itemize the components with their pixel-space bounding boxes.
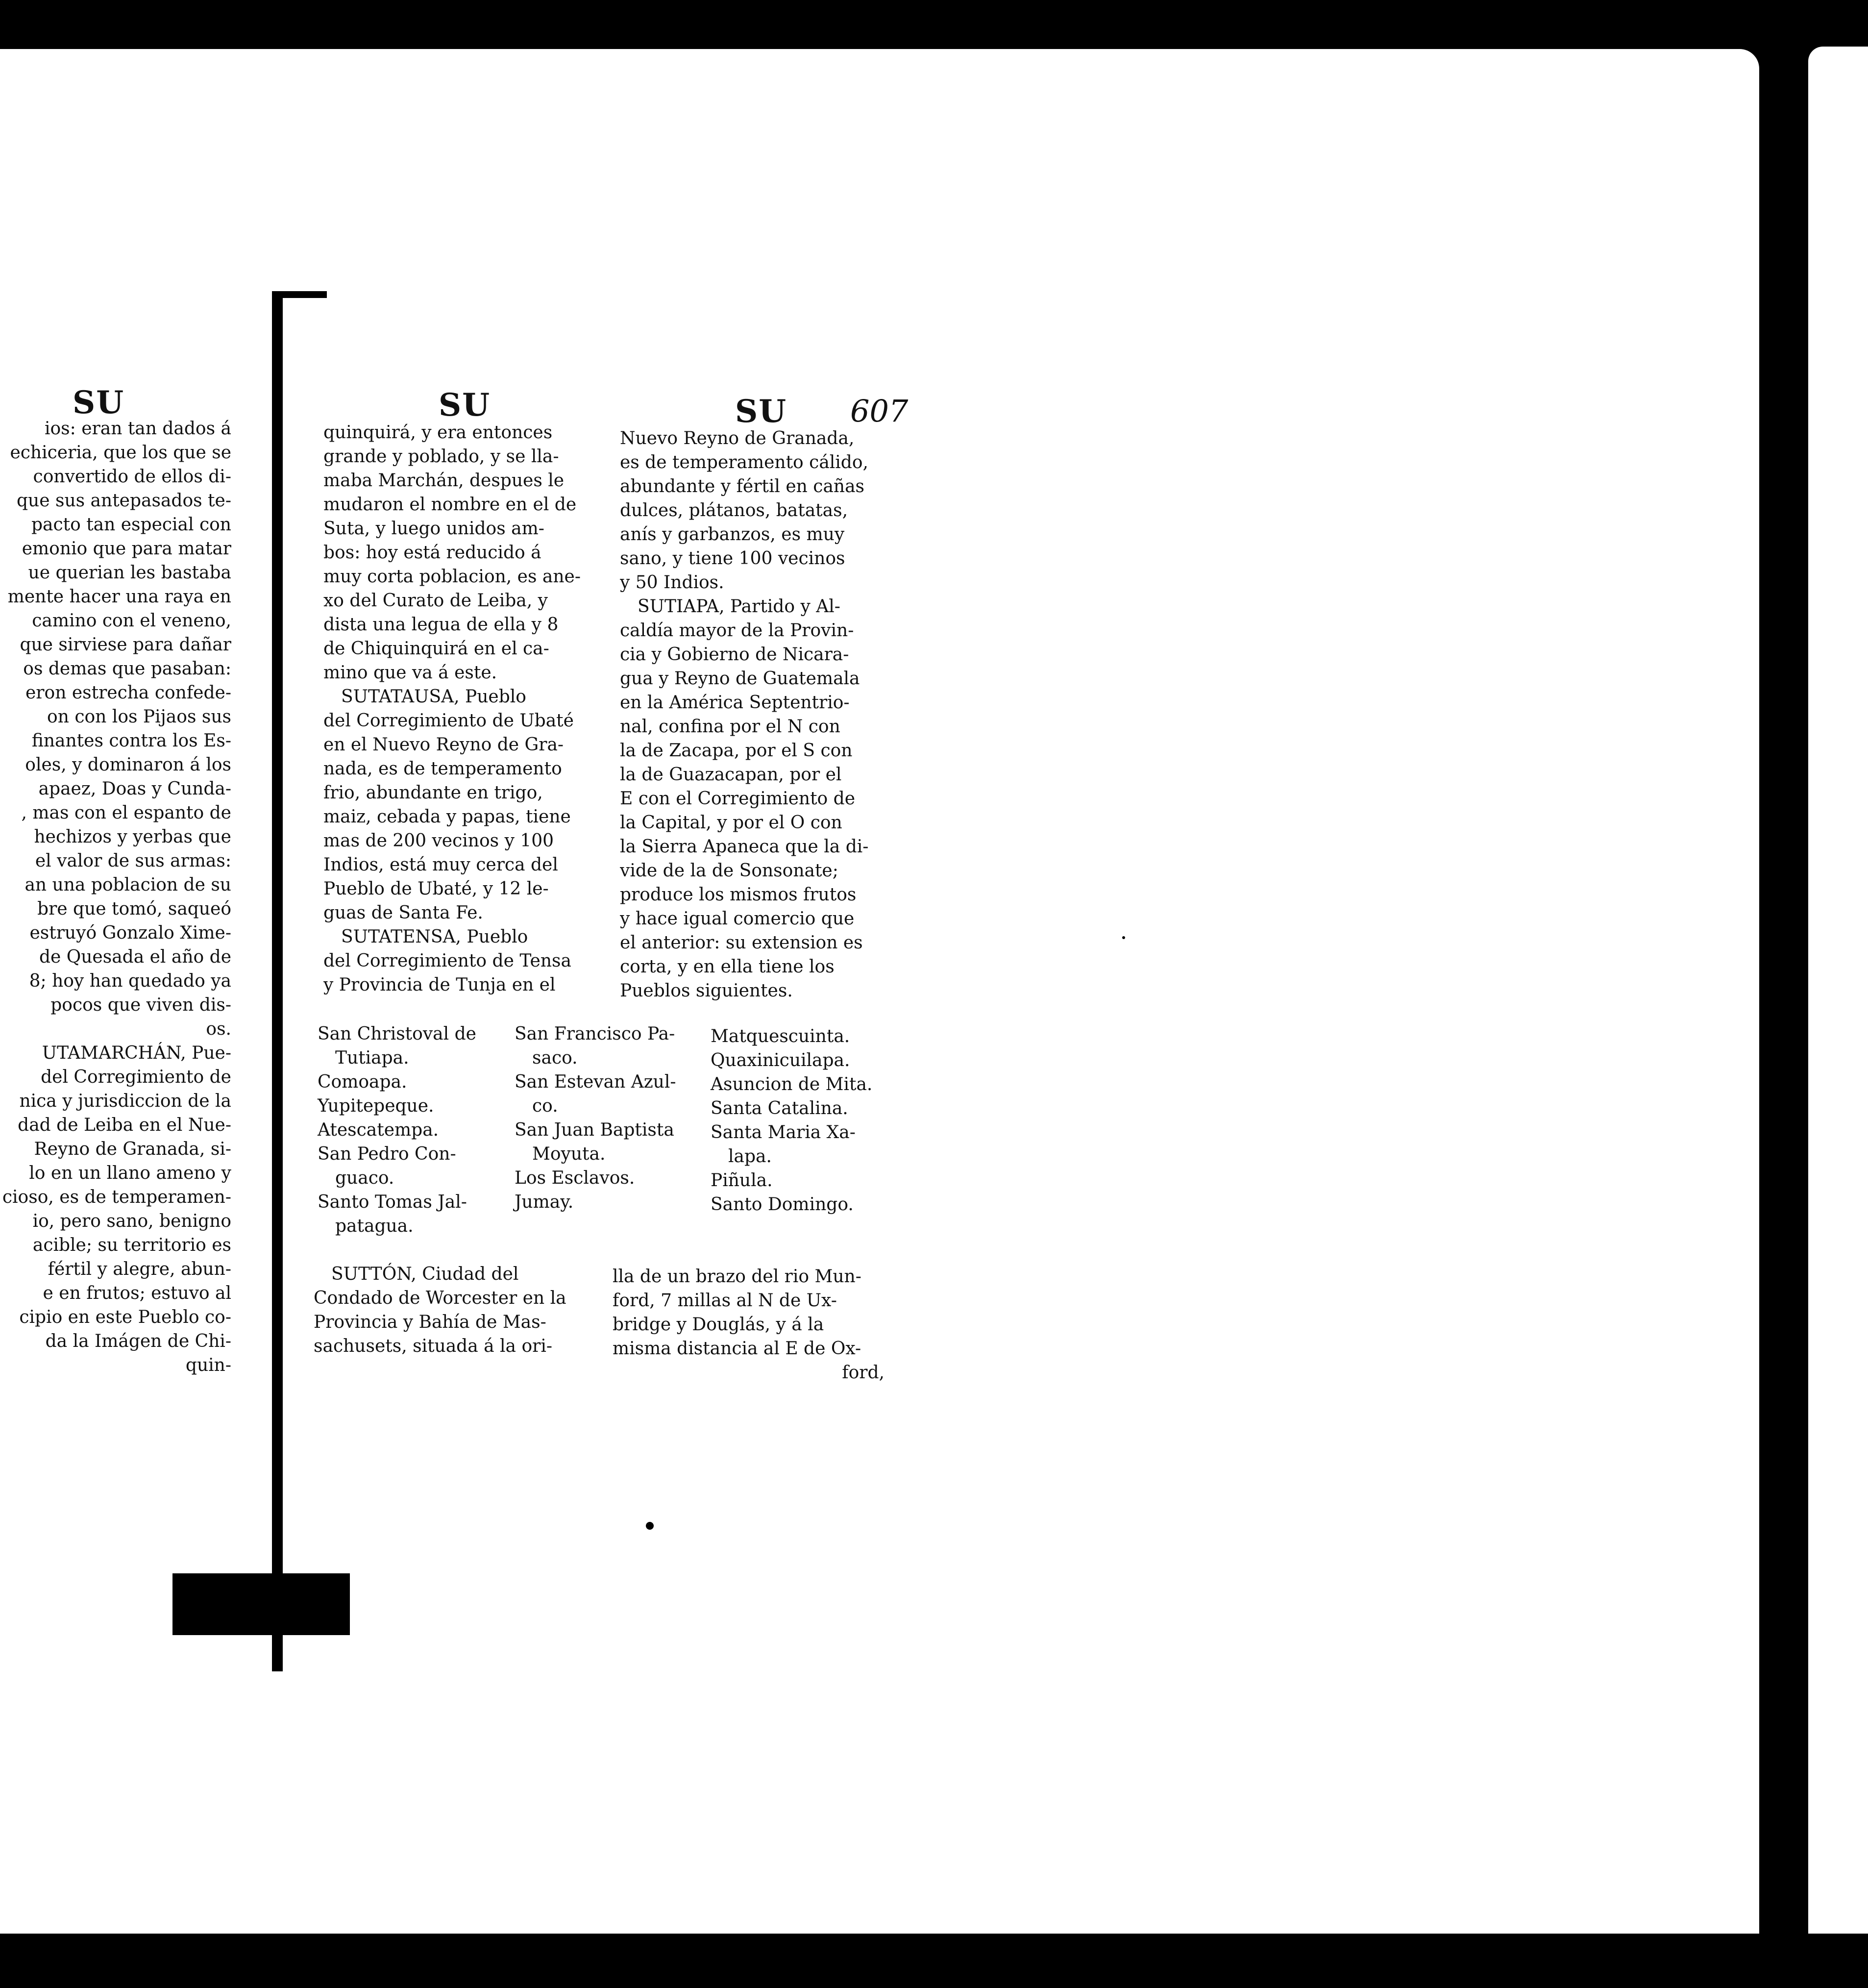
text-line: xo del Curato de Leiba, y bbox=[323, 591, 548, 611]
ink-speck bbox=[1122, 936, 1125, 939]
text-line: sachusets, situada á la ori- bbox=[314, 1336, 553, 1356]
town-name: Jumay. bbox=[515, 1192, 574, 1212]
text-line: ford, bbox=[842, 1363, 885, 1383]
town-list-column-1 bbox=[318, 1022, 476, 1238]
text-line: apaez, Doas y Cunda- bbox=[38, 779, 231, 799]
town-name: Atescatempa. bbox=[318, 1120, 439, 1140]
scan-mask-block bbox=[172, 1573, 350, 1635]
text-line: mas de 200 vecinos y 100 bbox=[323, 831, 554, 851]
text-line: an una poblacion de su bbox=[25, 875, 231, 895]
text-line: dulces, plátanos, batatas, bbox=[620, 500, 848, 521]
town-name: Moyuta. bbox=[532, 1144, 606, 1164]
town-name: San Christoval de bbox=[318, 1024, 476, 1044]
text-line: el valor de sus armas: bbox=[35, 851, 231, 871]
text-line: bre que tomó, saqueó bbox=[37, 899, 231, 919]
next-page-edge bbox=[1808, 47, 1868, 1934]
text-line: en la América Septentrio- bbox=[620, 693, 850, 713]
text-line: y hace igual comercio que bbox=[620, 909, 855, 929]
text-line: mudaron el nombre en el de bbox=[323, 495, 577, 515]
text-line: UTAMARCHÁN, Pue- bbox=[42, 1043, 231, 1063]
text-line: Condado de Worcester en la bbox=[314, 1288, 566, 1308]
text-line: Nuevo Reyno de Granada, bbox=[620, 428, 855, 448]
town-name: San Juan Baptista bbox=[515, 1120, 674, 1140]
middle-column-text bbox=[323, 421, 593, 997]
text-line: produce los mismos frutos bbox=[620, 885, 857, 905]
text-line: SUTIAPA, Partido y Al- bbox=[638, 596, 840, 617]
text-line: la de Guazacapan, por el bbox=[620, 765, 842, 785]
text-line: cipio en este Pueblo co- bbox=[19, 1307, 231, 1327]
text-line: vide de la de Sonsonate; bbox=[620, 861, 838, 881]
text-line: que sus antepasados te- bbox=[17, 491, 231, 511]
text-line: quin- bbox=[185, 1355, 231, 1375]
text-line: hechizos y yerbas que bbox=[34, 827, 231, 847]
text-line: SUTTÓN, Ciudad del bbox=[331, 1264, 519, 1284]
text-line: quinquirá, y era entonces bbox=[323, 422, 553, 443]
text-line: guas de Santa Fe. bbox=[323, 903, 483, 923]
text-line: y 50 Indios. bbox=[620, 572, 724, 593]
text-line: emonio que para matar bbox=[22, 539, 231, 559]
text-line: maba Marchán, despues le bbox=[323, 471, 565, 491]
text-line: camino con el veneno, bbox=[32, 611, 231, 631]
left-column-text bbox=[0, 417, 231, 1377]
text-line: y Provincia de Tunja en el bbox=[323, 975, 556, 995]
text-line: frio, abundante en trigo, bbox=[323, 783, 543, 803]
text-line: muy corta poblacion, es ane- bbox=[323, 567, 581, 587]
text-line: la Sierra Apaneca que la di- bbox=[620, 837, 869, 857]
town-name: San Pedro Con- bbox=[318, 1144, 456, 1164]
text-line: caldía mayor de la Provin- bbox=[620, 621, 854, 641]
text-line: ford, 7 millas al N de Ux- bbox=[613, 1291, 837, 1311]
town-name: Yupitepeque. bbox=[318, 1096, 434, 1116]
running-head-left: SU bbox=[73, 384, 125, 421]
town-name: San Estevan Azul- bbox=[515, 1072, 676, 1092]
text-line: on con los Pijaos sus bbox=[47, 707, 231, 727]
text-line: maiz, cebada y papas, tiene bbox=[323, 807, 571, 827]
text-line: SUTATAUSA, Pueblo bbox=[341, 687, 526, 707]
text-line: del Corregimiento de bbox=[41, 1067, 231, 1087]
text-line: , mas con el espanto de bbox=[21, 803, 231, 823]
text-line: eron estrecha confede- bbox=[25, 683, 231, 703]
town-name: Comoapa. bbox=[318, 1072, 407, 1092]
text-line: pacto tan especial con bbox=[31, 515, 231, 535]
text-line: cia y Gobierno de Nicara- bbox=[620, 645, 849, 665]
town-name: Piñula. bbox=[711, 1170, 773, 1191]
town-name: saco. bbox=[532, 1048, 578, 1068]
text-line: nal, confina por el N con bbox=[620, 717, 840, 737]
text-line: bridge y Douglás, y á la bbox=[613, 1315, 824, 1335]
text-line: de Chiquinquirá en el ca- bbox=[323, 639, 549, 659]
text-line: corta, y en ella tiene los bbox=[620, 957, 835, 977]
text-line: finantes contra los Es- bbox=[31, 731, 231, 751]
right-column-text bbox=[620, 426, 894, 1003]
sutton-entry-start bbox=[314, 1262, 588, 1358]
town-list-column-3 bbox=[711, 1024, 872, 1217]
text-line: sano, y tiene 100 vecinos bbox=[620, 548, 845, 569]
text-line: abundante y fértil en cañas bbox=[620, 476, 865, 497]
text-line: del Corregimiento de Ubaté bbox=[323, 711, 574, 731]
text-line: lo en un llano ameno y bbox=[29, 1163, 231, 1183]
town-name: co. bbox=[532, 1096, 558, 1116]
running-head-middle: SU bbox=[439, 387, 491, 423]
town-list-column-2 bbox=[515, 1022, 676, 1214]
text-line: da la Imágen de Chi- bbox=[45, 1331, 231, 1351]
text-line: nica y jurisdiccion de la bbox=[19, 1091, 231, 1111]
text-line: mino que va á este. bbox=[323, 663, 497, 683]
text-line: acible; su territorio es bbox=[32, 1235, 231, 1255]
text-line: la Capital, y por el O con bbox=[620, 813, 842, 833]
town-name: Santo Domingo. bbox=[711, 1194, 854, 1215]
text-line: fértil y alegre, abun- bbox=[48, 1259, 231, 1279]
text-line: oles, y dominaron á los bbox=[25, 755, 231, 775]
text-line: de Quesada el año de bbox=[39, 947, 231, 967]
text-line: anís y garbanzos, es muy bbox=[620, 524, 845, 545]
text-line: cioso, es de temperamen- bbox=[2, 1187, 231, 1207]
text-line: Suta, y luego unidos am- bbox=[323, 519, 544, 539]
town-name: San Francisco Pa- bbox=[515, 1024, 675, 1044]
town-name: Santa Catalina. bbox=[711, 1098, 848, 1118]
column-rule bbox=[272, 294, 283, 1671]
text-line: Pueblo de Ubaté, y 12 le- bbox=[323, 879, 549, 899]
town-name: Tutiapa. bbox=[335, 1048, 409, 1068]
text-line: E con el Corregimiento de bbox=[620, 789, 856, 809]
text-line: en el Nuevo Reyno de Gra- bbox=[323, 735, 564, 755]
text-line: ue querian les bastaba bbox=[28, 563, 231, 583]
text-line: que sirviese para dañar bbox=[20, 635, 231, 655]
text-line: os. bbox=[206, 1019, 231, 1039]
running-head-right: SU bbox=[735, 393, 787, 430]
town-name: lapa. bbox=[728, 1146, 772, 1167]
text-line: estruyó Gonzalo Xime- bbox=[29, 923, 231, 943]
text-line: lla de un brazo del rio Mun- bbox=[613, 1267, 861, 1287]
text-line: ios: eran tan dados á bbox=[44, 419, 231, 439]
page-number: 607 bbox=[850, 393, 909, 429]
text-line: 8; hoy han quedado ya bbox=[29, 971, 231, 991]
text-line: dad de Leiba en el Nue- bbox=[18, 1115, 231, 1135]
text-line: io, pero sano, benigno bbox=[32, 1211, 231, 1231]
town-name: Matquescuinta. bbox=[711, 1026, 850, 1046]
scan-frame-top bbox=[0, 0, 1868, 49]
text-line: la de Zacapa, por el S con bbox=[620, 741, 853, 761]
text-line: echiceria, que los que se bbox=[10, 443, 231, 463]
text-line: mente hacer una raya en bbox=[7, 587, 231, 607]
text-line: el anterior: su extension es bbox=[620, 933, 863, 953]
text-line: Provincia y Bahía de Mas- bbox=[314, 1312, 546, 1332]
text-line: dista una legua de ella y 8 bbox=[323, 615, 559, 635]
text-line: bos: hoy está reducido á bbox=[323, 543, 541, 563]
town-name: Quaxinicuilapa. bbox=[711, 1050, 850, 1070]
sutton-entry-end bbox=[613, 1265, 885, 1385]
text-line: gua y Reyno de Guatemala bbox=[620, 669, 860, 689]
text-line: convertido de ellos di- bbox=[33, 467, 231, 487]
scan-frame-bottom bbox=[0, 1934, 1868, 1988]
text-line: os demas que pasaban: bbox=[23, 659, 231, 679]
town-name: Asuncion de Mita. bbox=[711, 1074, 873, 1094]
town-name: Los Esclavos. bbox=[515, 1168, 635, 1188]
text-line: grande y poblado, y se lla- bbox=[323, 447, 559, 467]
text-line: SUTATENSA, Pueblo bbox=[341, 927, 528, 947]
town-name: patagua. bbox=[335, 1216, 414, 1236]
text-line: e en frutos; estuvo al bbox=[43, 1283, 231, 1303]
text-line: es de temperamento cálido, bbox=[620, 452, 868, 472]
ink-speck bbox=[646, 1522, 654, 1530]
town-name: Santo Tomas Jal- bbox=[318, 1192, 467, 1212]
text-line: del Corregimiento de Tensa bbox=[323, 951, 571, 971]
town-name: Santa Maria Xa- bbox=[711, 1122, 856, 1143]
text-line: nada, es de temperamento bbox=[323, 759, 562, 779]
text-line: pocos que viven dis- bbox=[50, 995, 231, 1015]
text-line: Reyno de Granada, si- bbox=[34, 1139, 231, 1159]
text-line: Indios, está muy cerca del bbox=[323, 855, 558, 875]
town-name: guaco. bbox=[335, 1168, 394, 1188]
text-line: misma distancia al E de Ox- bbox=[613, 1339, 861, 1359]
text-line: Pueblos siguientes. bbox=[620, 981, 793, 1001]
